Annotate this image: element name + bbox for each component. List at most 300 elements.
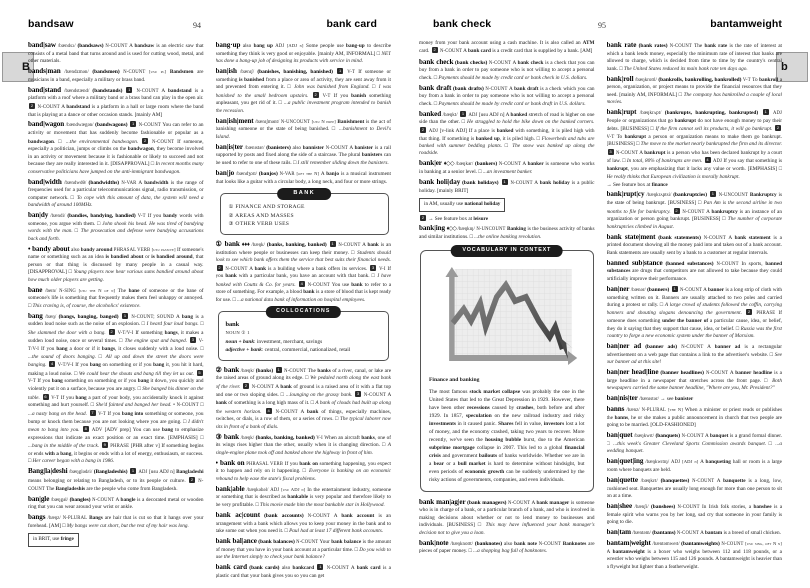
pronunciation: /bæŋkəbəl/ — [246, 487, 269, 493]
entry-headword[interactable]: bank state|ment — [606, 232, 656, 241]
dictionary-entry — [607, 40, 783, 73]
definition-text: 1 N-COUNT A bank holiday is a public holiday. [mainly BRIT] — [419, 179, 595, 194]
dictionary-entry — [607, 393, 783, 403]
entry-headword[interactable]: bank|able — [215, 484, 245, 493]
bold-term: bandy around — [80, 246, 113, 253]
menu-box-item-2[interactable]: ② AREAS AND MASSES — [228, 212, 294, 219]
example-sentence: □ The company has bankrolled a couple of local movies. — [606, 91, 782, 106]
sense-number: 4 — [706, 157, 709, 163]
grammar-label: N-COUNT — [284, 368, 307, 374]
pronunciation: /bæŋk/ — [251, 242, 265, 248]
bold-term: bandstand — [167, 87, 192, 94]
pronunciation: /bæŋz/ — [47, 516, 61, 522]
entry-headword[interactable]: bands|man — [28, 67, 61, 76]
bold-term: bangle — [120, 496, 136, 503]
dictionary-entry — [216, 168, 392, 186]
definition-text: 1 N-COUNT A bandstand is a platform with a roof where a military band or a brass band can play in the open air. 2 N-COUNT A bandstand is a platform in a hall or large room where the band that is playing at a dance or other occasion stands. [mainly AM] — [28, 86, 204, 118]
entry-headword[interactable]: band|stand — [28, 85, 62, 94]
cross-reference[interactable]: → See feature box at finance — [606, 181, 668, 188]
grammar-label: ADJ — [275, 44, 285, 49]
dictionary-entry — [28, 85, 204, 119]
example-sentence: □ NET has done a bang-up job of designing its products with service in mind. — [215, 50, 391, 65]
definition-text: 1 N-COUNT A bank card is a plastic card that your bank gives you so you can get — [215, 563, 391, 579]
usage-label: [usu ADJ n] — [281, 486, 306, 492]
inflections: (bankrolls, bankrolling, bankrolled) — [658, 76, 742, 83]
example-sentence: □ Pan Am is the second airline in two months to file for bankruptcy. — [606, 200, 782, 215]
pronunciation: /bændi/ — [50, 214, 66, 220]
bold-term: bankroll — [759, 76, 779, 83]
entry-headword[interactable]: bank|rupt — [606, 108, 637, 117]
pronunciation: /bæŋkɪŋ/ — [457, 227, 475, 233]
thumb-tab-b-uppercase[interactable]: B — [2, 52, 34, 82]
grammar-label: N-COUNT — [37, 104, 60, 110]
dictionary-entry — [216, 239, 392, 304]
sense-number: 1 — [673, 285, 676, 291]
entry-headword[interactable]: ban|dy — [28, 211, 49, 220]
inflections: (bank accounts) — [264, 512, 304, 519]
entry-headword[interactable]: bank|er — [419, 159, 442, 168]
entry-headword[interactable]: bank card — [215, 562, 247, 571]
example-sentence: □ A large crowd of students followed the coffin, carrying banners and shouting slogans denouncing the government. — [606, 301, 782, 317]
example-sentence: □ The number of corporate bankruptcies climbed in August. — [606, 216, 782, 230]
bold-term: bailouts — [478, 452, 498, 459]
page-right — [405, 0, 810, 588]
entry-headword[interactable]: band|width — [28, 177, 62, 186]
entry-headword[interactable]: ban|ner — [606, 284, 630, 293]
sense-number: 3 — [357, 391, 360, 397]
usage-label: [usu N prep] — [311, 118, 336, 124]
bold-term: bang — [56, 346, 68, 353]
bold-term: bang — [161, 427, 174, 433]
bold-term: financial crisis — [429, 444, 585, 459]
bold-term: bank balance — [331, 538, 362, 545]
vocabulary-box-subheading: Finance and banking — [429, 376, 480, 383]
bold-term: bankrupt — [624, 133, 646, 140]
entry-headword[interactable]: • bandy about — [28, 244, 70, 253]
bold-term: bandsaw — [134, 43, 155, 49]
pronunciation: /bæŋkwɪt/ — [634, 434, 654, 440]
entry-headword[interactable]: bang·up — [215, 41, 241, 49]
bold-term: bull market — [457, 460, 486, 467]
bold-term: banks — [317, 367, 331, 374]
example-sentence: □ I didn't mean to bang into you. — [28, 418, 204, 433]
dictionary-entry — [28, 66, 204, 84]
definition-text: A bantamweight is a boxer who weighs between 112 and 118 pounds, or a wrestler who weighs between 115 and 126 pounds. A bantamweight is heavier than a flyweight but lighter than a featherweight. — [606, 548, 782, 570]
dictionary-entry — [419, 223, 595, 241]
entry-headword[interactable]: Bang|la|deshi — [28, 467, 68, 476]
dictionary-entry — [607, 527, 783, 538]
grammar-label: N-PLURAL — [641, 408, 667, 414]
bold-term: banshee — [753, 503, 772, 510]
bold-term: housing bubble — [485, 436, 522, 443]
inflections: (bank checks) — [455, 59, 488, 66]
collocations-headword: bank — [225, 321, 240, 329]
grammar-label: N-VAR — [121, 180, 137, 186]
bold-term: banks — [361, 434, 375, 441]
bold-term: with a bang — [44, 450, 72, 457]
sense-number: 2 — [218, 264, 221, 270]
definition-text: 1 V-T If someone or something is banished from a place or area of activity, they are sent away from it and prevented from entering it. □ John was banished from England. □ I was banished to the small bedroom upstairs. 2 V-T If you banish something unpleasant, you get rid of it. □ ...a public investment program intended to banish the recession. — [215, 68, 391, 114]
grammar-label: N-COUNT — [682, 209, 705, 215]
column-3 — [419, 40, 595, 580]
dictionary-entry — [419, 57, 595, 83]
inflections: (banquets) — [655, 433, 681, 440]
inflections: (bank drafts) — [453, 85, 484, 92]
pronunciation: /bænz/ — [626, 408, 640, 414]
vocabulary-box-title: VOCABULARY IN CONTEXT — [450, 245, 563, 258]
inflections: (bandstands) — [92, 87, 123, 94]
sense-number: 1 — [277, 366, 280, 372]
dictionary-entry — [607, 182, 783, 189]
menu-box-item-3[interactable]: ③ OTHER VERB USES — [228, 221, 290, 228]
entry-headword[interactable]: bank bal|ance — [215, 536, 257, 545]
entry-headword[interactable]: ban|ish|ment — [215, 116, 254, 125]
grammar-label: N-COUNT — [275, 409, 298, 415]
definition-text: Banishment is the act of banishing someone or the state of being banished. □ ...banishment to Devil's Island. — [215, 118, 391, 140]
entry-headword[interactable]: bank|roll — [606, 74, 634, 83]
see-feature-box-leisure[interactable]: 2 → See feature box at leisure — [421, 214, 488, 222]
example-sentence: □ To cope with this amount of data, the system will need a bandwidth of around 100MHz. — [28, 194, 204, 209]
grammar-label: N-COUNT — [692, 478, 715, 484]
usage-label: [the N] — [668, 407, 684, 413]
bold-term: under the banner of — [662, 318, 709, 325]
inflections: (banks, banking, banked) — [255, 434, 315, 441]
entry-headword[interactable]: banked — [419, 109, 442, 118]
grammar-label: N-COUNT — [307, 513, 330, 519]
bold-term: banister — [674, 396, 694, 403]
bold-term: speculation — [465, 412, 492, 419]
entry-headword[interactable]: bank ac|count — [215, 510, 261, 519]
grammar-label: N-COUNT — [677, 504, 700, 510]
bold-term: investments — [429, 420, 457, 427]
pronunciation: /bænɪstər/ — [244, 145, 265, 151]
entry-headword[interactable]: ban|tam — [606, 527, 631, 536]
example-sentence: □ Russia was the first country to forge a new economic system under the banner of Marxism. — [606, 325, 782, 339]
dictionary-entry — [216, 142, 392, 168]
inflections: (bankrupts, bankrupting, bankrupted) — [664, 110, 759, 117]
definition-text: A bank statement is a printed document showing all the money paid into and taken out of a bank account. Bank statements are usually sent by a bank to a customer at regular intervals. — [606, 234, 782, 256]
bold-term: economic growth — [464, 468, 505, 475]
entry-headword[interactable]: ban|nis|ter — [606, 394, 638, 403]
sense-number: 2 — [110, 328, 113, 334]
grammar-label: N-UNCOUNT — [718, 193, 748, 199]
entry-headword[interactable]: ① bank — [215, 239, 240, 248]
example-sentence: □ ...the online banking revolution. — [469, 234, 542, 241]
grammar-label: N-UNCOUNT — [280, 119, 311, 125]
entry-headword[interactable]: ban|quet|ing — [606, 457, 644, 466]
example-sentence: □ This may have influenced your bank manager's decision not to give you a loan. — [419, 522, 595, 536]
bold-term: ATM — [582, 40, 595, 46]
dictionary-entry — [419, 109, 595, 158]
usage-label: [usu passive] — [151, 246, 176, 252]
bold-term: banked — [510, 111, 528, 118]
sense-number: 1 — [764, 109, 767, 115]
bold-term: banjo — [326, 170, 340, 177]
grammar-label: N-COUNT — [669, 44, 692, 49]
entry-headword[interactable]: ban|shee — [606, 501, 633, 510]
example-sentence: □ If the firm cannot sell its products, it will go bankrupt. — [650, 126, 773, 133]
dictionary-entry — [216, 116, 392, 142]
example-sentence: □ Paul had at least 17 different bank accounts. — [284, 527, 384, 534]
entry-headword[interactable]: bank draft — [419, 83, 452, 92]
entry-headword[interactable]: banned sub|stance — [606, 258, 663, 267]
dictionary-entry — [419, 497, 595, 537]
bold-term: bandwidth — [144, 179, 169, 186]
dictionary-entry — [607, 456, 783, 474]
bold-term: banner ad — [714, 343, 741, 350]
pronunciation: /bændzmən/ — [64, 70, 89, 76]
variant-spelling: also bannister — [292, 144, 325, 151]
entry-headword[interactable]: bank|note — [419, 538, 449, 547]
bold-term: bang — [137, 378, 149, 385]
dictionary-entry — [607, 284, 783, 341]
example-sentence: □ ...the environmental bandwagon. — [58, 138, 139, 145]
dictionary-entry — [216, 66, 392, 115]
bold-term: bandy — [163, 213, 178, 220]
bold-term: bantam — [704, 529, 723, 536]
columns-right-page — [419, 40, 782, 580]
dictionary-entry — [419, 83, 595, 109]
inflections: (bandies, bandying, bandied) — [67, 213, 136, 220]
folio-number-right: 95 — [598, 21, 606, 30]
bold-term: bank — [303, 289, 315, 296]
bold-term: bang — [75, 394, 87, 401]
bold-term: banister — [354, 144, 374, 151]
grammar-label: V-T/V-I — [117, 330, 134, 336]
inflections: (bank managers) — [467, 499, 507, 506]
example-sentence: □ In recent months many conservative politicians have jumped on the anti-immigrant bandwagon. — [28, 161, 204, 175]
bold-term: bang — [181, 313, 193, 320]
example-sentence: □ Payments should be made by credit card or bank check in U.S. dollars. — [433, 74, 588, 81]
example-sentence: □ ...a nasty bang on the head. — [28, 402, 204, 417]
grammar-label: N-COUNT — [705, 371, 729, 377]
dictionary-entry — [419, 538, 595, 556]
entry-headword[interactable]: banns — [606, 405, 625, 414]
inflections: (banisters) — [266, 144, 291, 151]
entry-headword[interactable]: ban|quet — [606, 431, 633, 440]
grammar-label: V-T/V-I — [28, 339, 204, 353]
example-sentence: □ Students should look to see which bank offers them the service that best suits their financial needs. — [215, 249, 391, 264]
bold-term: bank statement — [734, 234, 771, 241]
example-sentence: □ He really thinks that European civilization is morally bankrupt. — [606, 166, 782, 180]
sense-number: 1 — [132, 121, 135, 127]
frequency-marker: ♦♦♦ — [241, 241, 250, 248]
entry-headword[interactable]: ban|is|ter — [215, 142, 243, 151]
entry-headword[interactable]: ② bank — [215, 365, 240, 374]
dictionary-entry — [28, 311, 204, 466]
inflections: (banner headlines) — [660, 370, 704, 377]
example-sentence: □ The move to the market nearly bankrupted the firm and its director. — [636, 141, 782, 148]
bold-term: is banished — [238, 76, 265, 83]
definition-text: The bank rate is the rate of interest at which a bank lends money, especially the minimum rate of interest that banks are allowed to charge, which is decided from time to time by the country's central bank. □ The United States reduced its main bank rate ten days ago. — [606, 43, 782, 72]
entry-headword[interactable]: ban|ner head|line — [606, 368, 659, 377]
entry-headword[interactable]: bank holi|day — [419, 178, 461, 187]
collocation-pattern: noun + bank — [225, 339, 255, 346]
definition-text: If you bank on something happening, you expect it to happen and rely on it happening. □ Everyone is banking on an economic rebound to help ease the state's fiscal problems. — [215, 460, 391, 482]
bold-term: banker — [527, 161, 544, 168]
pronunciation: /bænər/ — [630, 287, 646, 293]
grammar-label: ADV — [91, 428, 103, 433]
grammar-label: V-T — [347, 70, 356, 76]
example-sentence: □ ...banishment to Devil's Island. — [215, 126, 391, 140]
entry-headword[interactable]: bank check — [419, 57, 454, 66]
pronunciation: /bændstænd/ — [64, 88, 90, 94]
pronunciation: /bæŋkrʌpt/ — [639, 111, 662, 117]
bold-term: subprime mortgage — [429, 444, 475, 451]
example-sentence: □ We pedaled north along the east bank of the river. — [215, 375, 391, 390]
sense-number: 1 — [461, 110, 465, 116]
entry-headword[interactable]: ban|ner ad — [606, 341, 642, 350]
grammar-label: N-COUNT — [681, 434, 704, 440]
definition-text: The bane of someone or the bane of someone's life is something that frequently makes them feel unhappy or annoyed. □ This craving is, of course, the alcoholics' existence. — [28, 287, 204, 309]
definition-text: A bantam is a breed of small chicken. — [700, 529, 781, 536]
menu-box-item-1[interactable]: ① FINANCE AND STORAGE — [228, 204, 305, 211]
stock-market-decline-figure — [429, 263, 585, 371]
thumb-tab-b-lowercase[interactable]: b — [776, 52, 808, 82]
entry-headword[interactable]: bank|rupt|cy — [606, 190, 645, 199]
grammar-label: N-COUNT — [485, 86, 508, 92]
bold-term: bankrupt — [674, 117, 696, 124]
dictionary-entry — [28, 40, 204, 66]
dictionary-entry — [607, 404, 783, 430]
entry-headword[interactable]: band|saw — [28, 41, 56, 49]
dictionary-entry — [216, 484, 392, 510]
sense-number: 9 — [103, 442, 106, 448]
entry-headword[interactable]: ban|ish — [215, 67, 237, 76]
entry-headword[interactable]: bank|ing — [419, 224, 446, 233]
definition-text: Bangs are hair that is cut so that it hangs over your forehead. [AM] □ My bangs were cut short, but the rest of my hair was long. — [28, 515, 204, 530]
inflections: (banned substances) — [665, 260, 714, 267]
example-sentence: □ Payments should be made by credit card or bank draft in U.S. dollars. — [433, 100, 586, 107]
definition-text: A bank check is a check that you can buy from a bank in order to pay someone who is not willing to accept a personal check. □ Payments should be made by credit card or bank check in U.S. dollars. — [419, 59, 595, 81]
pronunciation: /bændwdθ/ — [64, 180, 87, 186]
menu-box-list — [229, 203, 381, 229]
bold-term: fringe — [60, 536, 74, 543]
dictionary-entry — [419, 158, 595, 176]
example-sentence: □ ...lounging on the grassy bank. — [280, 392, 353, 399]
example-sentence: □ ...a shopping bag full of banknotes. — [468, 548, 548, 555]
definition-text: If someone's name or something such as an idea is bandied about or is bandied around, that person or that thing is discussed by many people in a casual way. [DISAPPROVAL] □ Young players now hear various sums bandied around about how much older players are getting. — [28, 246, 204, 283]
inflections: (banishes, banishing, banished) — [257, 69, 333, 76]
bold-term: bank card — [356, 564, 381, 571]
grammar-label: N-COUNT — [508, 500, 531, 506]
dictionary-entry — [28, 512, 204, 530]
example-sentence: □ The typical laborer now sits in front of a bank of dials. — [215, 416, 391, 430]
example-sentence: □ Everyone is banking on an economic rebound to help ease the state's fiscal problems. — [215, 468, 391, 482]
grammar-label: V-T — [606, 134, 615, 140]
entry-headword[interactable]: bang — [28, 311, 43, 320]
columns-left-page — [28, 40, 391, 580]
variant-spelling: also bang up — [242, 43, 273, 49]
grammar-label: N-COUNT — [676, 530, 700, 536]
definition-text: 1 N-COUNT A banner is a long strip of cloth with something written on it. Banners are usually attached to two poles and carried during a protest or rally. □ A large crowd of students followed the coffin, carrying banners and shouting slogans denouncing the government. 2 PHRASE If someone does something under the banner of a particular cause, idea, or belief, they do it saying that they support that cause, idea, or belief. □ Russia was the first country to forge a new economic system under the banner of Marxism. — [606, 285, 782, 339]
example-sentence: □ See our banner ad at this site! — [606, 351, 782, 366]
pronunciation: /bændsɔ/ — [57, 44, 76, 49]
grammar-label: PHRASAL VERB — [113, 247, 151, 253]
entry-headword[interactable]: bantam|weight — [606, 539, 651, 548]
sense-number: 1 — [338, 68, 342, 74]
collocations-box — [218, 308, 390, 360]
example-sentence: □ My bangs were cut short, but the rest of my hair was long. — [62, 523, 189, 530]
example-sentence: □ ...a public investment program intended to banish the recession. — [215, 100, 391, 114]
definition-text: A bank manager is someone who is in charge of a bank, or a particular branch of a bank, and who is involved in making decisions about whether or not to lend money to businesses and individuals. [BUSINESS] □ This may have influenced your bank manager's decision not to give you a loan. — [419, 499, 595, 536]
bold-term: bandwagon — [28, 138, 54, 145]
definition-text: A banqueting hall or room is a large room where banquets are held. — [606, 459, 782, 473]
pronunciation: /bæŋ/ — [45, 314, 57, 320]
entry-headword[interactable]: bank man|ag|er — [419, 497, 466, 506]
column-2 — [216, 40, 392, 580]
pronunciation: /bændwægən/ — [65, 123, 94, 129]
pronunciation: /bæŋkrʌptsi/ — [646, 193, 672, 199]
entry-headword[interactable]: bangs — [28, 513, 46, 522]
example-sentence: □ This craving is, of course, the alcoholics' existence. — [28, 302, 141, 309]
running-head-right: bank card — [326, 18, 377, 30]
entry-headword[interactable]: • bank on — [215, 458, 245, 467]
entry-headword[interactable]: band|wagon — [28, 120, 65, 129]
bold-term: bank card — [467, 48, 491, 55]
grammar-label: V-T — [51, 395, 60, 401]
bold-term: bank holiday — [539, 180, 570, 187]
grammar-label: N-COUNT — [225, 266, 248, 272]
definition-text: To bankroll a person, organization, or project means to provide the financial resources that they need. [mainly AM, INFORMAL] □ The company has bankrolled a couple of local movies. — [606, 76, 782, 106]
dictionary-entry — [607, 258, 783, 284]
usage-label: [usu sing, oft N n] — [745, 541, 782, 547]
sense-number: 2 — [776, 125, 780, 131]
definition-text: A bank account is an arrangement with a bank which allows you to keep your money in the bank and to take some out when you need it. □ Paul had at least 17 different bank accounts. — [215, 512, 391, 534]
definition-text: A banker is someone who works in banking at a senior level. □ ...an investment banker. — [419, 161, 595, 176]
entry-headword[interactable]: ③ bank — [215, 432, 240, 441]
inflections: (bank cards) — [249, 564, 280, 571]
pronunciation: /bæŋgəl/ — [50, 497, 69, 503]
usage-label: [ADJ n] — [682, 459, 699, 465]
example-sentence: □ John was banished from England. □ I was banished to the small bedroom upstairs. — [215, 84, 391, 99]
sense-number: 2 — [675, 207, 678, 213]
entry-headword[interactable]: ban|jo — [215, 168, 235, 177]
bold-term: banner headline — [735, 370, 773, 377]
example-sentence: □ He struggled to hold the bike down on the banked corners. — [461, 119, 595, 126]
sense-number: 2 — [314, 91, 317, 97]
example-sentence: □ In total, 80% of bankrupts are men. — [622, 158, 703, 165]
entry-headword[interactable]: ban|quette — [606, 475, 638, 484]
bold-term: Bangladeshi — [176, 469, 204, 476]
bold-term: bank note — [514, 540, 537, 547]
grammar-label: N-COUNT — [326, 565, 349, 571]
bold-term: bank — [306, 408, 319, 415]
definition-text: In the entertainment industry, someone or something that is described as bankable is very popular and therefore likely to be very profitable. □ This movie made him the most bankable star in Hollywood. — [215, 486, 391, 508]
sense-number: 2 — [433, 47, 436, 53]
entry-headword[interactable]: ban|gle — [28, 494, 50, 503]
collocation-line-1 — [226, 338, 382, 346]
example-sentence: □ ...this week's Greater Cleveland Sports Commission awards banquet. □ ...a wedding banquet. — [606, 440, 782, 455]
definition-text: 1 N-COUNT; SOUND A bang is a sudden loud noise such as the noise of an explosion. □ I heard four loud bangs. □ She slammed the door with a bang. 2 V-T/V-I If something bangs, it makes a sudden loud noise, once or several times. □ The engine spat and banged. 3 V-T/V-I If you bang a door or if it bangs, it closes suddenly with a loud noise. □ ...the sound of doors banging. □ All up and down the street the doors were banging. 4 V-T/V-I If you bang on something or if you bang it, you hit it hard, making a loud noise. □ We could hear the shouts and bang till they let us out. 5 V-T If you bang something on something or if you bang it down, you quickly and violently put it on a surface, because you are angry. □ She banged his dinner on the table. 6 V-T If you bang a part of your body, you accidentally knock it against something and hurt yourself. □ She'd fainted and banged her head. • N-COUNT □ ...a nasty bang on the head. 7 V-T If you bang into something or someone, you bump or knock them because you are not looking where you are going. □ I didn't mean to bang into you. 8 ADV [ADV prep] You can use bang to emphasize expressions that indicate an exact position or an exact time. [EMPHASIS] □ ...bang in the middle of the track. 9 PHRASE [PHR after v] If something begins or ends with a bang, it begins or ends with a lot of energy, enthusiasm, or success. □ Her career began with a bang in 1986. — [28, 312, 204, 465]
inflections: (banshees) — [650, 503, 676, 510]
dictionary-entry — [28, 494, 204, 512]
entry-headword[interactable]: bank rate — [606, 41, 637, 49]
definition-text: When an aircraft banks, one of its wings rises higher than the other, usually when it is changing direction. □ A single-engine plane took off and banked above the highway in front of him. — [215, 434, 391, 456]
grammar-label: ADJ — [270, 487, 280, 493]
grammar-label: N-PLURAL — [62, 516, 88, 522]
bold-term: banquette — [723, 477, 746, 484]
pronunciation: /bæntəm/ — [632, 530, 651, 536]
pronunciation: /bændʒoʊ/ — [235, 171, 258, 177]
entry-headword[interactable]: bane — [28, 285, 43, 294]
definition-text: 1 ADJ People or organizations that go bankrupt do not have enough money to pay their debts. [BUSINESS] □ If the firm cannot sell its products, it will go bankrupt. 2 V-T To bankrupt a person or organization means to make them go bankrupt. [BUSINESS] □ The move to the market nearly bankrupted the firm and its director. 3 N-COUNT A bankrupt is a person who has been declared bankrupt by a court of law. □ In total, 80% of bankrupts are men. 4 ADJ If you say that something is bankrupt, you are emphasizing that it lacks any value or worth. [EMPHASIS] □ He really thinks that European civilization is morally bankrupt. — [606, 109, 782, 180]
inflections: (bandsmen) — [92, 69, 120, 76]
example-sentence: □ John shook his head. He was tired of bandying words with the man. □ The prosecution and defense were bandying accusations back and forth. — [28, 220, 204, 242]
bold-term: bannister — [302, 144, 325, 151]
sense-number: 2 — [748, 309, 751, 315]
dictionary-entry — [607, 74, 783, 107]
